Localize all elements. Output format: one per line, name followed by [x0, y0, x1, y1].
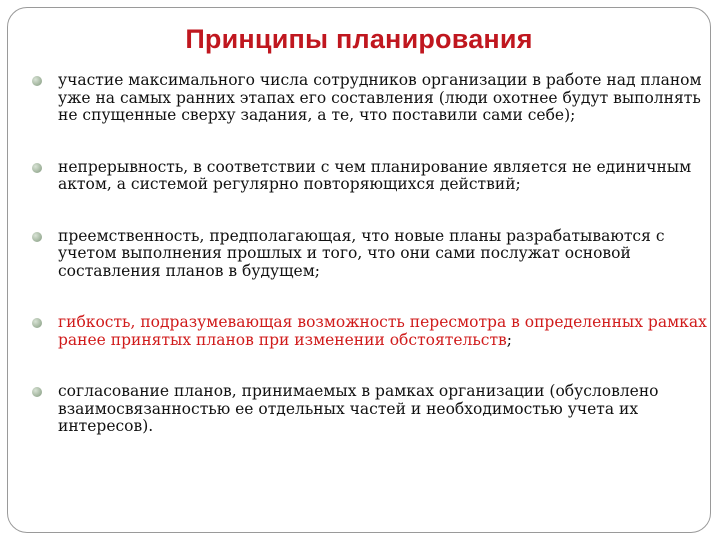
bullet-text-highlight: гибкость, подразумевающая возможность пересмотра в определенных рамках ранее принятых планов при изменении обстоятельств	[58, 313, 707, 349]
bullet-item-participation	[30, 72, 710, 125]
bullet-text: участие максимального числа сотрудников организации в работе над планом уже на самых ранних этапах его составления (люди охотнее будут выполнять не спущенные сверху задания, а те, что поставили сами себе);	[58, 71, 702, 124]
bullet-text-tail: ;	[506, 330, 513, 349]
bullet-text: согласование планов, принимаемых в рамках организации (обусловлено взаимосвязанностью ее отдельных частей и необходимостью учета их интересов).	[58, 382, 659, 435]
bullet-dot-icon	[32, 163, 42, 173]
bullet-item-coordination	[30, 383, 710, 436]
bullet-item-succession	[30, 228, 710, 281]
bullet-dot-icon	[32, 232, 42, 242]
bullet-text: непрерывность, в соответствии с чем планирование является не единичным актом, а системой регулярно повторяющихся действий;	[58, 157, 692, 193]
slide-frame	[7, 7, 711, 533]
bullet-item-flexibility	[30, 314, 710, 349]
bullet-item-continuity	[30, 159, 710, 194]
bullet-dot-icon	[32, 387, 42, 397]
bullet-dot-icon	[32, 76, 42, 86]
bullet-text: преемственность, предполагающая, что новые планы разрабатываются с учетом выполнения прошлых и того, что они сами послужат основой составления планов в будущем;	[58, 226, 665, 280]
slide-title: Принципы планирования	[185, 24, 533, 54]
bullet-dot-icon	[32, 318, 42, 328]
bullet-list	[30, 72, 710, 436]
